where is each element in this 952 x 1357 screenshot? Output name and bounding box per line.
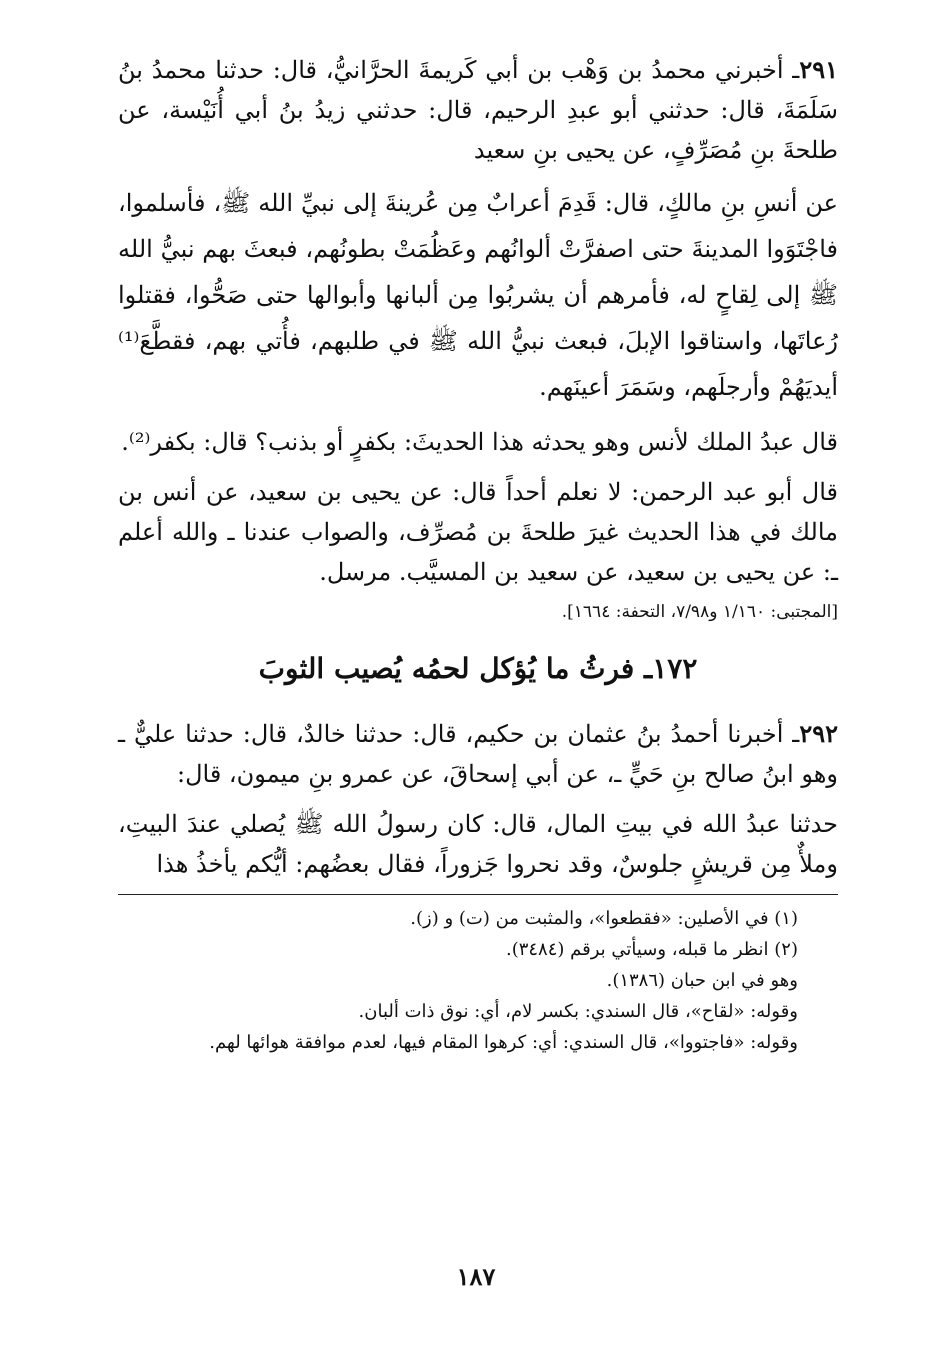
hadith-chain-text: ـ أخبرني محمدُ بن وَهْب بن أبي كَريمةَ الحرَّانيُّ، قال: حدثنا محمدُ بنُ سَلَمَةَ، قال: حدثني أبو عبدِ الرحيم، قال: حدثني زيدُ بنُ أبي أُنَيْسة، عن طلحةَ بنِ مُصَرِّفٍ، عن يحيى بنِ سعيد (118, 56, 838, 164)
hadith-291-text: عن أنسِ بنِ مالكٍ، قال: قَدِمَ أعرابٌ مِن عُرينةَ إلى نبيِّ الله ﷺ، فأسلموا، فاجْتَوَوا المدينةَ حتى اصفرَّتْ ألوانُهم وعَظُمَتْ بطونُهم، فبعثَ بهم نبيُّ الله ﷺ إلى لِقاحٍ له، فأمرهم أن يشربُوا مِن ألبانها وأبوالها حتى صَحُّوا، فقتلوا رُعاتَها، واستاقوا الإبلَ، فبعث نبيُّ الله ﷺ في طلبهم، فأُتي بهم، فقطَّعَ⁽¹⁾ أيديَهُمْ وأرجلَهم، وسَمَرَ أعينَهم. (118, 189, 838, 401)
hadith-number: ٢٩١ (799, 55, 838, 84)
hadith-291-question: قال عبدُ الملك لأنس وهو يحدثه هذا الحديثَ: بكفرٍ أو بذنب؟ قال: بكفر⁽²⁾. (121, 428, 838, 456)
hadith-291-chain (118, 50, 838, 170)
reference-line: [المجتبى: ١/١٦٠ و٧/٩٨، التحفة: ١٦٦٤]. (561, 602, 838, 622)
hadith-292-text: حدثنا عبدُ الله في بيتِ المال، قال: كان رسولُ الله ﷺ يُصلي عندَ البيتِ، وملأٌ مِن قريشٍ جلوسٌ، وقد نحروا جَزوراً، فقال بعضُهم: أيُّكم يأخذُ هذا (118, 810, 838, 878)
author-comment: قال أبو عبد الرحمن: لا نعلم أحداً قال: عن يحيى بن سعيد، عن أنس بن مالك في هذا الحديث غيرَ طلحةَ بن مُصرِّف، والصواب عندنا ـ والله أعلم ـ: عن يحيى بن سعيد، عن سعيد بن المسيَّب. مرسل. (118, 478, 838, 586)
footnote: وقوله: «لقاح»، قال السندي: بكسر لام، أي: نوق ذات ألبان. (358, 1001, 798, 1022)
hadith-292-chain (118, 714, 838, 794)
chapter-heading: ١٧٢ـ فرثُ ما يُؤكل لحمُه يُصيب الثوبَ (258, 652, 698, 685)
footnotes (118, 903, 838, 1058)
page-number: ١٨٧ (456, 1262, 496, 1291)
page-body (118, 50, 838, 1058)
footnote: وقوله: «فاجتووا»، قال السندي: أي: كرهوا المقام فيها، لعدم موافقة هوائها لهم. (209, 1032, 798, 1053)
footnote: (٢) انظر ما قبله، وسيأتي برقم (٣٤٨٤). (505, 939, 798, 960)
hadith-number: ٢٩٢ (799, 719, 838, 748)
footnote: وهو في ابن حبان (١٣٨٦). (606, 970, 798, 991)
footnote: (١) في الأصلين: «فقطعوا»، والمثبت من (ت) و (ز). (410, 908, 798, 929)
footnote-separator (118, 894, 838, 895)
hadith-chain-text: ـ أخبرنا أحمدُ بنُ عثمان بن حكيم، قال: حدثنا خالدٌ، قال: حدثنا عليٌّ ـ وهو ابنُ صالح بنِ حَيٍّ ـ، عن أبي إسحاقَ، عن عمرو بنِ ميمون، قال: (118, 720, 838, 788)
